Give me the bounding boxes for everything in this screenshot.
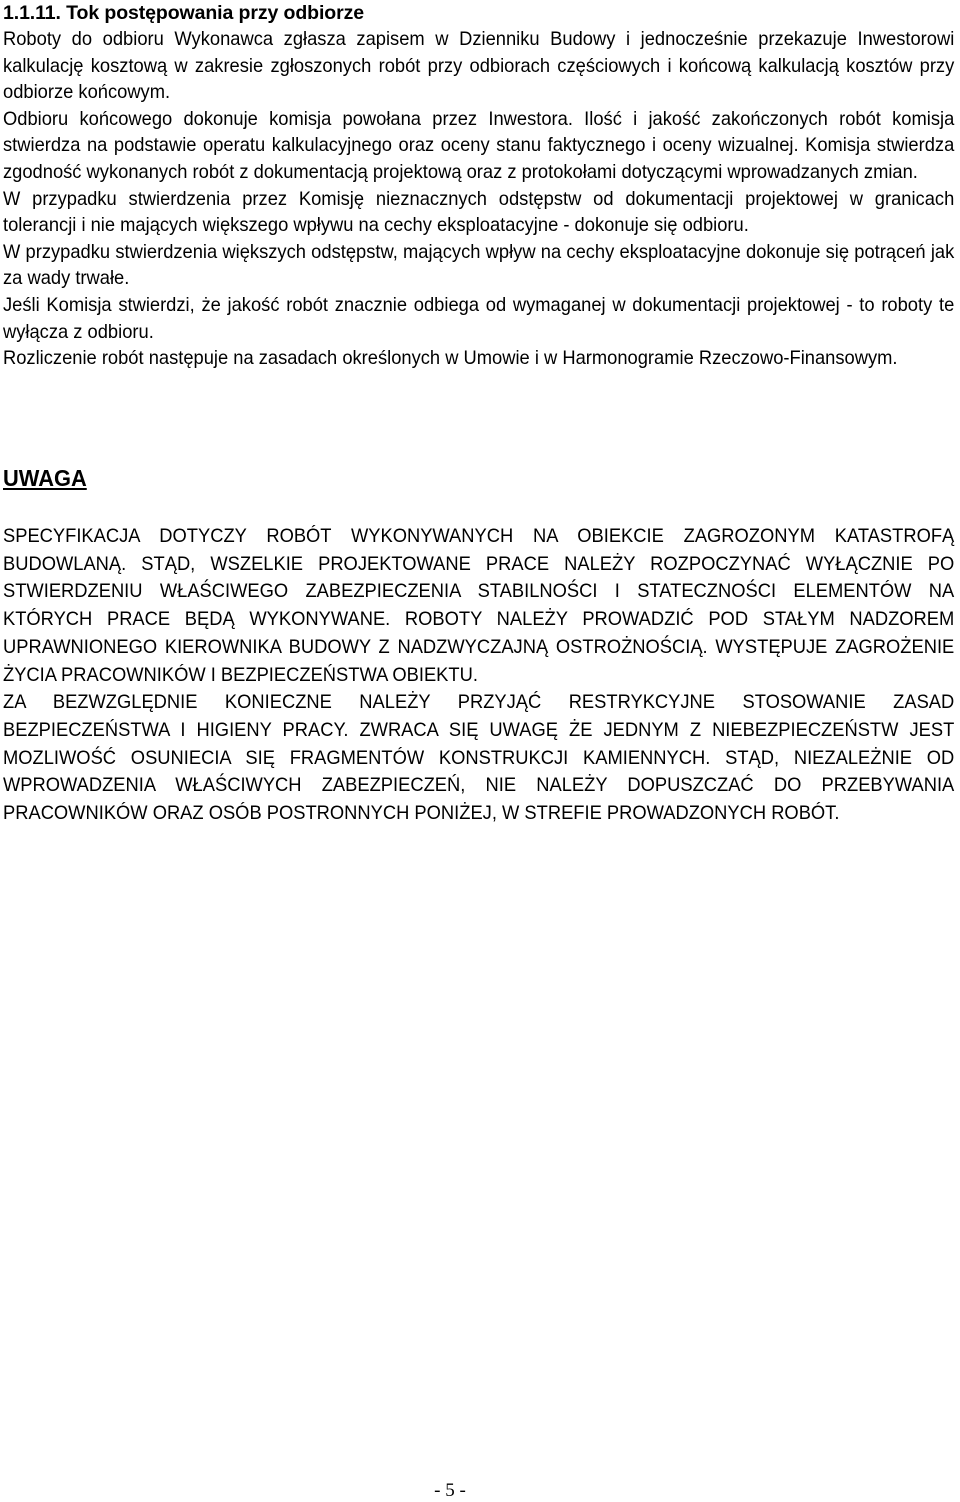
paragraph-final-acceptance: Odbioru końcowego dokonuje komisja powołana przez Inwestora. Ilość i jakość zakończonych robót komisja stwierdza na podstawie operatu kalkulacyjnego oraz oceny stanu faktycznego i oceny wizualnej. Komisja stwierdza zgodność wykonanych robót z dokumentacją projektową oraz z protokołami dotyczącymi wprowadzanych zmian. <box>3 107 955 183</box>
page-number: - 5 - <box>434 1480 466 1501</box>
paragraph-settlement: Rozliczenie robót następuje na zasadach określonych w Umowie i w Harmonogramie Rzeczowo-Finansowym. <box>3 347 898 370</box>
warning-text <box>3 523 955 828</box>
paragraph-exclusion: Jeśli Komisja stwierdzi, że jakość robót znacznie odbiega od wymaganej w dokumentacji projektowej - to roboty te wyłącza z odbioru. <box>3 293 955 343</box>
document-page <box>3 0 955 825</box>
warning-paragraph-risk: SPECYFIKACJA DOTYCZY ROBÓT WYKONYWANYCH NA OBIEKCIE ZAGROZONYM KATASTROFĄ BUDOWLANĄ. STĄD, WSZELKIE PROJEKTOWANE PRACE NALEŻY ROZPOCZYNAĆ WYŁĄCZNIE PO STWIERDZENIU WŁAŚCIWEGO ZABEZPIECZENIA STABILNOŚCI I STATECZNOŚCI ELEMENTÓW NA KTÓRYCH PRACE BĘDĄ WYKONYWANE. ROBOTY NALEŻY PROWADZIĆ POD STAŁYM NADZOREM UPRAWNIONEGO KIEROWNIKA BUDOWY Z NADZWYCZAJNĄ OSTROŻNOŚCIĄ. WYSTĘPUJE ZAGROŻENIE ŻYCIA PRACOWNIKÓW I BEZPIECZEŃSTWA OBIEKTU. <box>3 525 955 686</box>
warning-paragraph-safety: ZA BEZWZGLĘDNIE KONIECZNE NALEŻY PRZYJĄĆ RESTRYKCYJNE STOSOWANIE ZASAD BEZPIECZEŃSTWA I HIGIENY PRACY. ZWRACA SIĘ UWAGĘ ŻE JEDNYM Z NIEBEZPIECZEŃSTW JEST MOZLIWOŚĆ OSUNIECIA SIĘ FRAGMENTÓW KONSTRUKCJI KAMIENNYCH. STĄD, NIEZALEŻNIE OD WPROWADZENIA WŁAŚCIWYCH ZABEZPIECZEŃ, NIE NALEŻY DOPUSZCZAĆ DO PRZEBYWANIA PRACOWNIKÓW ORAZ OSÓB POSTRONNYCH PONIŻEJ, W STREFIE PROWADZONYCH ROBÓT. <box>3 691 955 825</box>
page-footer <box>0 1480 960 1502</box>
procedure-text <box>3 26 955 372</box>
section-heading: 1.1.11. Tok postępowania przy odbiorze <box>3 2 365 24</box>
paragraph-reporting: Roboty do odbioru Wykonawca zgłasza zapisem w Dzienniku Budowy i jednocześnie przekazuje Inwestorowi kalkulację kosztową w zakresie zgłoszonych robót przy odbiorach częściowych i końcową kalkulacją kosztów przy odbiorze końcowym. <box>3 28 955 104</box>
paragraph-major-deviations: W przypadku stwierdzenia większych odstępstw, mających wpływ na cechy eksploatacyjne dokonuje się potrąceń jak za wady trwałe. <box>3 240 955 290</box>
warning-title: UWAGA <box>3 465 87 491</box>
paragraph-minor-deviations: W przypadku stwierdzenia przez Komisję nieznacznych odstępstw od dokumentacji projektowej w granicach tolerancji i nie mających większego wpływu na cechy eksploatacyjne - dokonuje się odbioru. <box>3 187 955 237</box>
